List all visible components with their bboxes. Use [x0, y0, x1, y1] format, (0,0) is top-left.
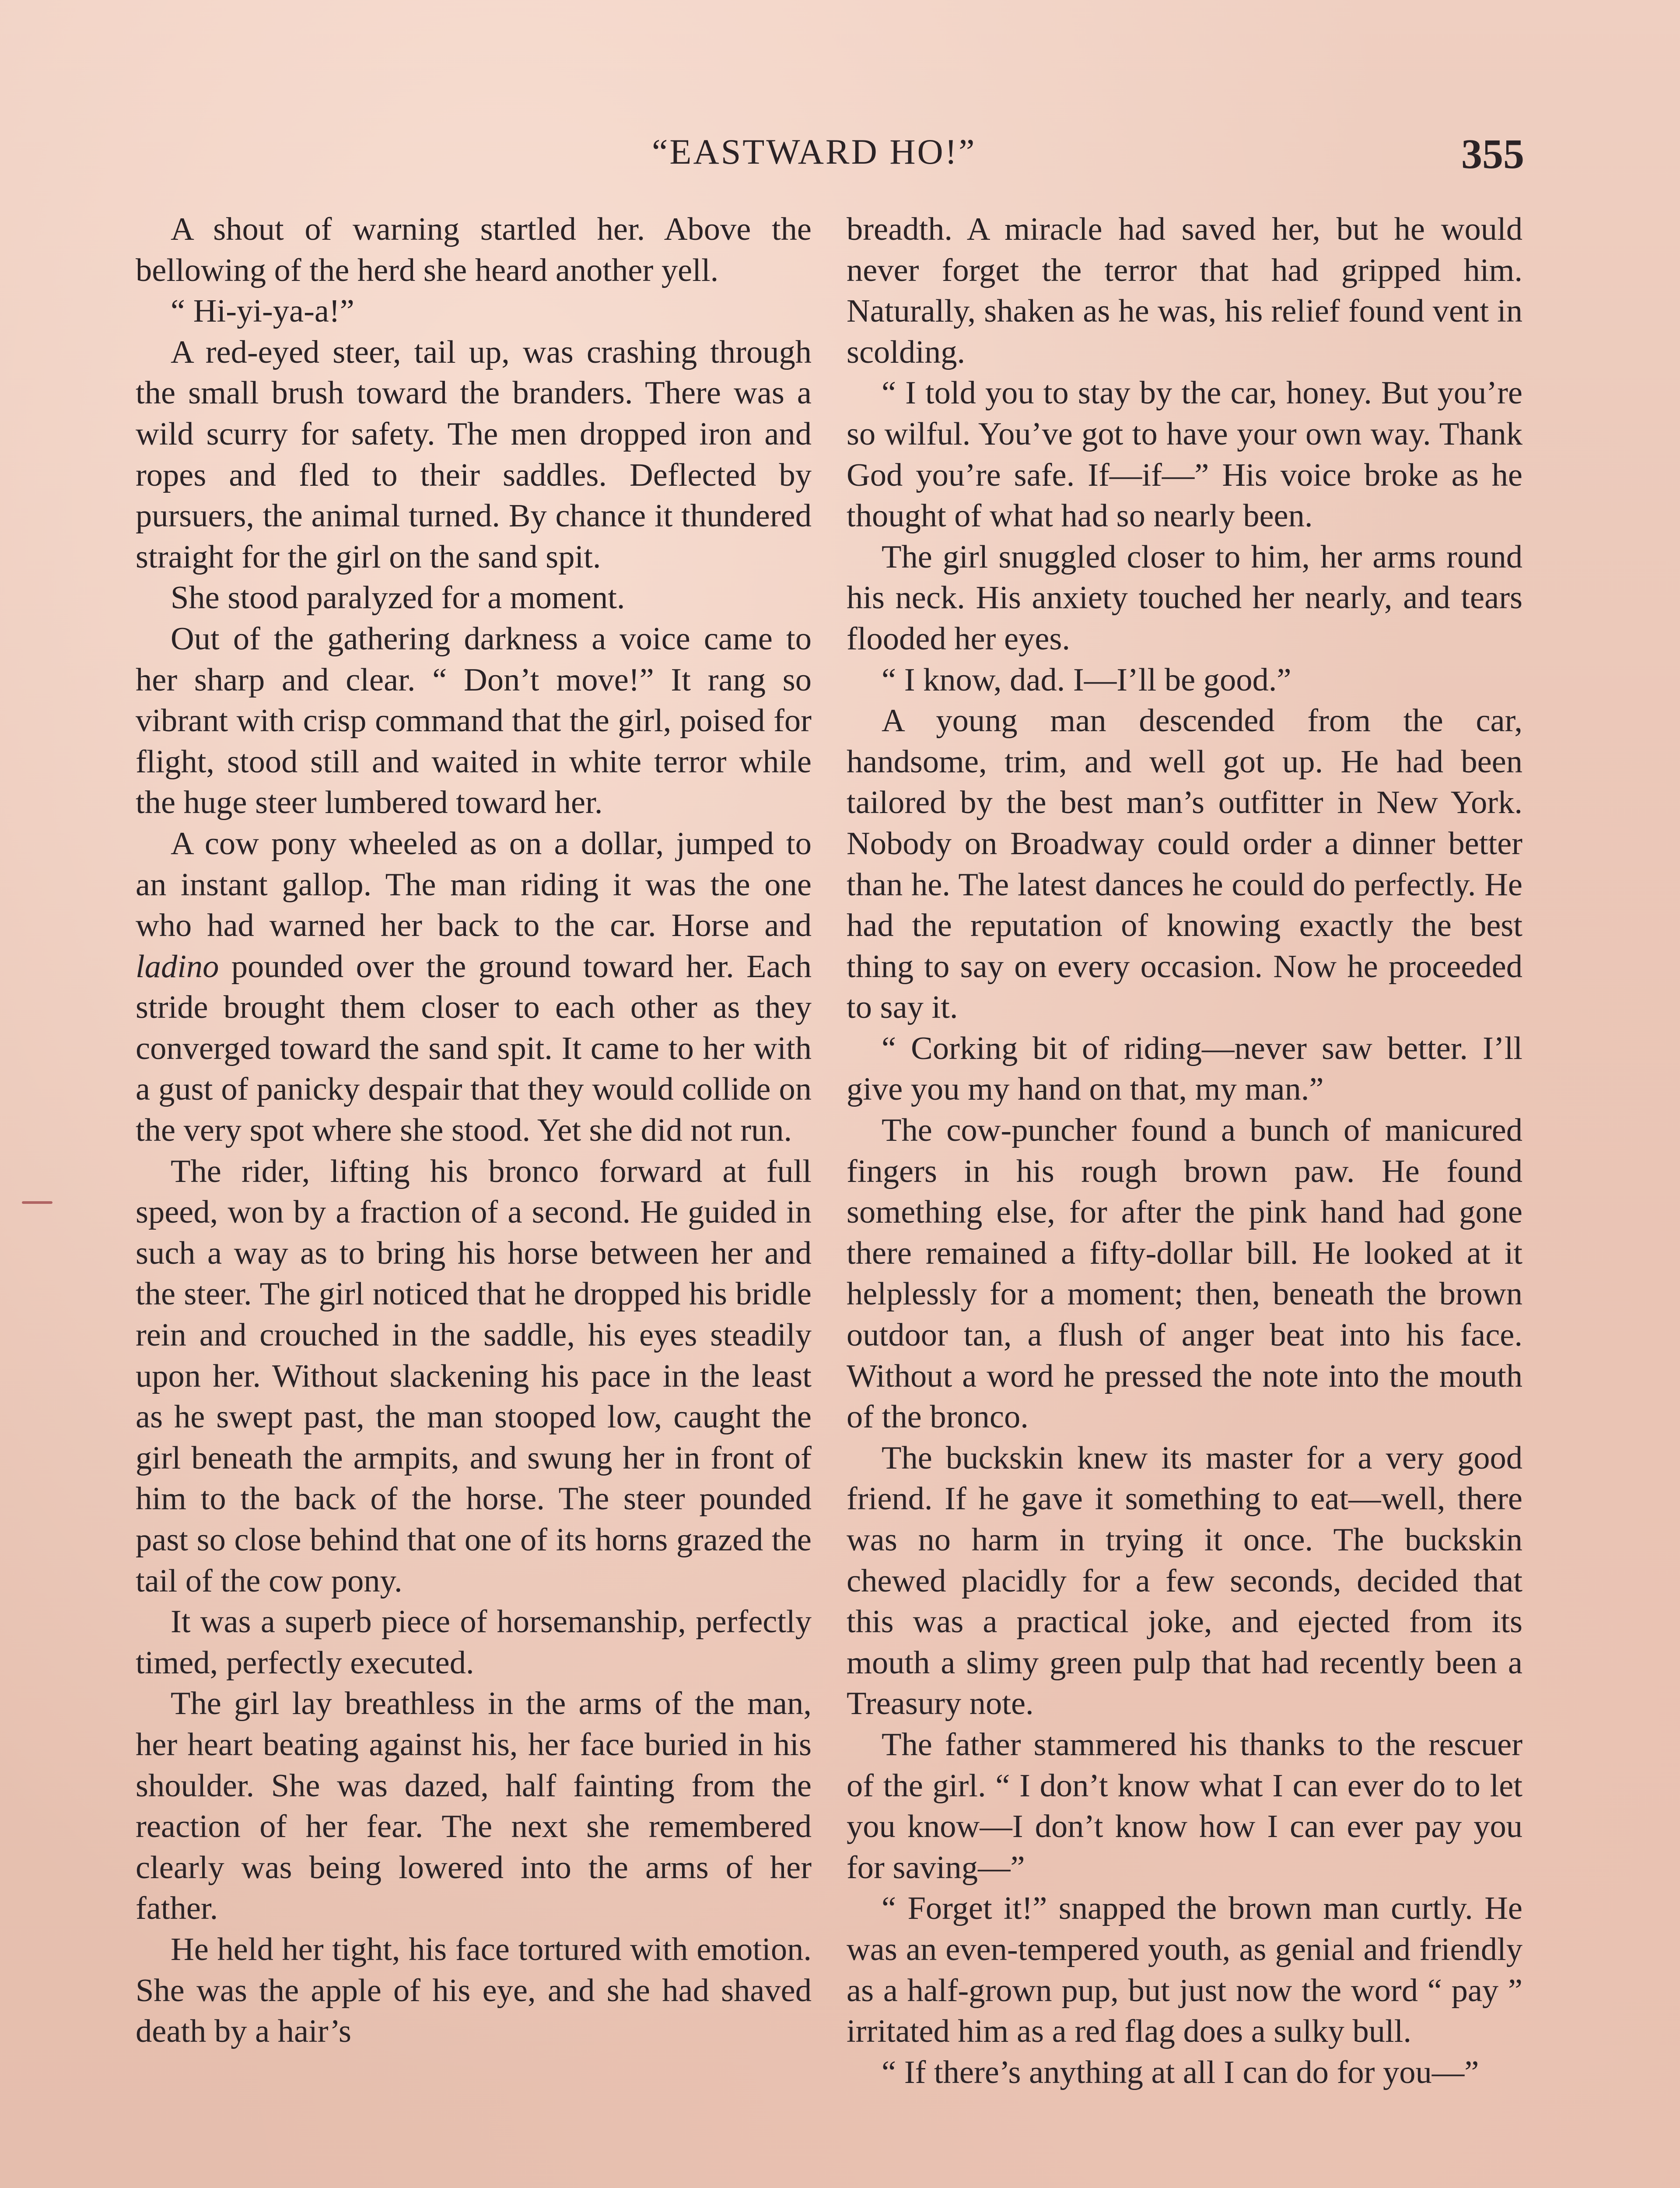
paragraph: A red-eyed steer, tail up, was crashing through the small brush toward the branders. There was a wild scurry for safety. The men dropped iron and ropes and fled to their saddles. Deflected by pursuers, the animal turned. By chance it thundered straight for the girl on the sand spit.: [136, 334, 812, 575]
paragraph: The rider, lifting his bronco forward at full speed, won by a fraction of a second. He guided in such a way as to bring his horse between her and the steer. The girl noticed that he dropped his bridle rein and crouched in the saddle, his eyes steadily upon her. Without slackening his pace in the least as he swept past, the man stooped low, caught the girl beneath the armpits, and swung her in front of him to the back of the horse. The steer pounded past so close behind that one of its horns grazed the tail of the cow pony.: [136, 1153, 812, 1599]
paragraph: “ I know, dad. I—I’ll be good.”: [882, 662, 1292, 698]
paragraph: “ Corking bit of riding—never saw better. I’ll give you my hand on that, my man.”: [847, 1030, 1522, 1108]
italic-word: ladino: [136, 948, 219, 985]
left-column: [136, 209, 812, 2052]
running-title: “EASTWARD HO!”: [652, 132, 976, 172]
paragraph-continued: breadth. A miracle had saved her, but he would never forget the terror that had gripped him. Naturally, shaken as he was, his relief found vent in scolding.: [847, 211, 1522, 370]
paragraph: The girl lay breathless in the arms of the man, her heart beating against his, her face buried in his shoulder. She was dazed, half fainting from the reaction of her fear. The next she remembered clearly was being lowered into the arms of her father.: [136, 1686, 812, 1927]
right-column: [847, 209, 1522, 2093]
paragraph: Out of the gathering darkness a voice came to her sharp and clear. “ Don’t move!” It rang so vibrant with crisp command that the girl, poised for flight, stood still and waited in white terror while the huge steer lumbered toward her.: [136, 621, 812, 821]
paragraph: “ Forget it!” snapped the brown man curtly. He was an even-tempered youth, as genial and friendly as a half-grown pup, but just now the word “ pay ” irritated him as a red flag does a sulky bull.: [847, 1890, 1522, 2050]
page-header: [0, 131, 1680, 184]
paragraph: She stood paralyzed for a moment.: [171, 580, 625, 616]
paragraph: “ I told you to stay by the car, honey. But you’re so wilful. You’ve got to have your own way. Thank God you’re safe. If—if—” His voice broke as he thought of what had so nearly been.: [847, 375, 1522, 534]
paragraph: The buckskin knew its master for a very good friend. If he gave it something to eat—well, there was no harm in trying it once. The buckskin chewed placidly for a few seconds, decided that this was a practical joke, and ejected from its mouth a slimy green pulp that had recently been a Treasury note.: [847, 1440, 1522, 1722]
paragraph: He held her tight, his face tortured with emotion. She was the apple of his eye, and she had shaved death by a hair’s: [136, 1931, 812, 2050]
page-number: 355: [1461, 130, 1524, 177]
paragraph: A young man descended from the car, handsome, trim, and well got up. He had been tailored by the best man’s outfitter in New York. Nobody on Broadway could order a dinner better than he. The latest dances he could do perfectly. He had the reputation of knowing exactly the best thing to say on every occasion. Now he proceeded to say it.: [847, 703, 1522, 1026]
paragraph: The father stammered his thanks to the rescuer of the girl. “ I don’t know what I can ever do to let you know—I don’t know how I can ever pay you for saving—”: [847, 1726, 1522, 1886]
margin-ink-mark: [22, 1201, 52, 1204]
paragraph: The girl snuggled closer to him, her arms round his neck. His anxiety touched her nearly, and tears flooded her eyes.: [847, 539, 1522, 657]
paragraph: The cow-puncher found a bunch of manicured fingers in his rough brown paw. He found something else, for after the pink hand had gone there remained a fifty-dollar bill. He looked at it helplessly for a moment; then, beneath the brown outdoor tan, a flush of anger beat into his face. Without a word he pressed the note into the mouth of the bronco.: [847, 1112, 1522, 1435]
paragraph: “ Hi-yi-ya-a!”: [171, 293, 354, 330]
paragraph: A shout of warning startled her. Above the bellowing of the herd she heard another yell.: [136, 211, 812, 288]
text-run: A cow pony wheeled as on a dollar, jumped to an instant gallop. The man riding it was the one who had warned her back to the car. Horse and: [136, 825, 812, 944]
paragraph: [136, 824, 812, 1151]
paragraph: It was a superb piece of horsemanship, perfectly timed, perfectly executed.: [136, 1604, 812, 1681]
paragraph: “ If there’s anything at all I can do for you—”: [882, 2054, 1479, 2090]
text-run: pounded over the ground toward her. Each stride brought them closer to each other as they converged toward the sand spit. It came to her with a gust of panicky despair that they would collide on the very spot where she stood. Yet she did not run.: [136, 948, 812, 1149]
